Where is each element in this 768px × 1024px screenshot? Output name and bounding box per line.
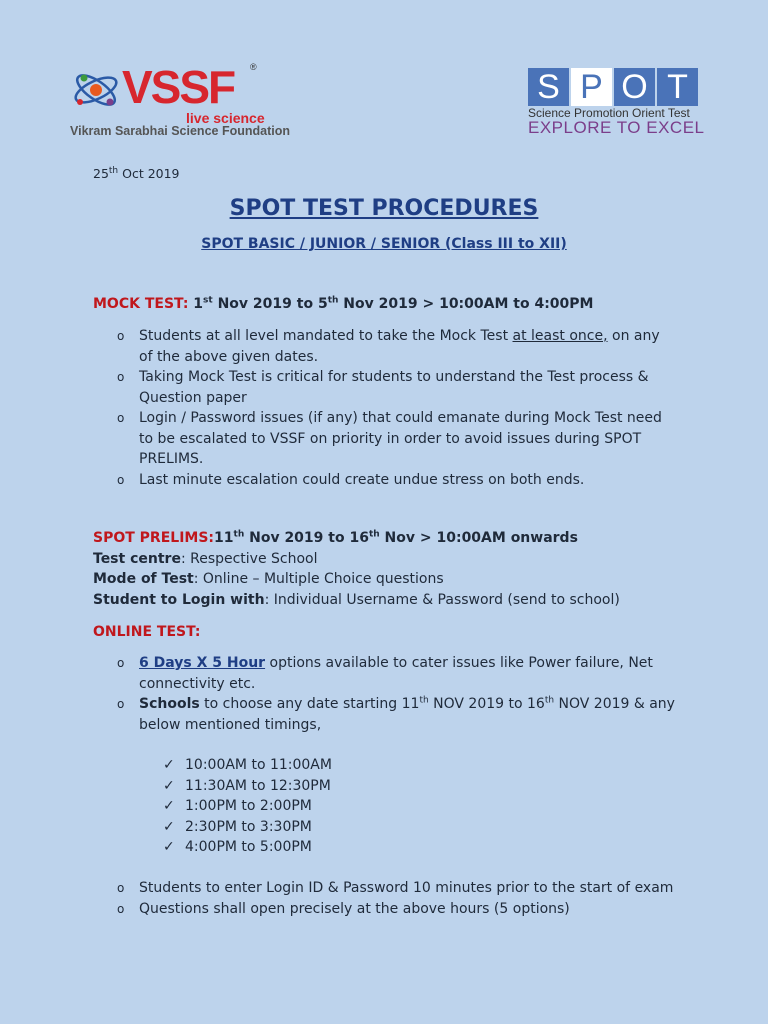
mode-of-test-value: : Online – Multiple Choice questions [193, 571, 444, 587]
prelims-colon: : [208, 530, 215, 546]
final-bullet-1: Students to enter Login ID & Password 10 minutes prior to the start of exam [139, 880, 674, 896]
test-centre-line [93, 551, 318, 567]
list-item-continuation [117, 715, 675, 736]
timings-list [163, 755, 332, 858]
list-item-continuation [117, 429, 662, 450]
login-with-value: : Individual Username & Password (send to school) [264, 592, 620, 608]
login-with-line [93, 592, 620, 608]
online-test-heading: ONLINE TEST: [93, 624, 201, 640]
check-icon: ✓ [163, 757, 175, 773]
mode-of-test-label: Mode of Test [93, 571, 194, 587]
document-date [93, 166, 180, 181]
mock-test-heading [93, 296, 593, 312]
list-item-continuation [117, 674, 675, 695]
mock-bullet-3-cont: to be escalated to VSSF on priority in order to avoid issues during SPOT [139, 430, 642, 447]
check-icon: ✓ [163, 798, 175, 815]
spot-letter-o: O [614, 68, 655, 106]
list-item [117, 326, 662, 347]
bullet-icon: o [117, 881, 125, 895]
online-bullet-1-emphasis: 6 Days X 5 Hour [139, 655, 266, 671]
timing-1: 10:00AM to 11:00AM [185, 757, 332, 773]
mock-bullet-3: Login / Password issues (if any) that could emanate during Mock Test need [139, 410, 662, 426]
online-bullet-1-cont: connectivity etc. [139, 675, 256, 692]
mock-test-colon: : [182, 296, 189, 312]
list-item [117, 899, 673, 920]
spot-logo [528, 68, 708, 140]
timing-item [163, 796, 332, 817]
test-centre-label: Test centre [93, 551, 181, 567]
atom-icon [70, 66, 124, 116]
mock-date-2: Nov 2019 to 5 [212, 296, 328, 312]
mock-date-1: 1 [188, 296, 204, 312]
mock-bullet-1a: Students at all level mandated to take the Mock Test [139, 328, 513, 344]
bullet-icon: o [117, 370, 125, 384]
prelims-date-2: Nov 2019 to 16 [244, 530, 369, 546]
spot-letter-t: T [657, 68, 698, 106]
registered-mark: ® [250, 62, 257, 72]
mock-date-3: Nov 2019 > 10:00AM to 4:00PM [338, 296, 594, 312]
online-test-list [117, 653, 675, 735]
prelims-sup-2: th [368, 529, 380, 540]
bullet-icon: o [117, 656, 125, 670]
spot-letter-s: S [528, 68, 569, 106]
mock-bullet-2: Taking Mock Test is critical for students to understand the Test process & [139, 369, 649, 385]
spot-tagline: EXPLORE TO EXCEL [528, 118, 705, 137]
mock-sup-2: th [327, 295, 339, 306]
list-item [117, 694, 675, 715]
prelims-date-3: Nov > 10:00AM onwards [379, 530, 578, 546]
mock-bullet-3-cont2: PRELIMS. [139, 451, 204, 467]
vssf-foundation-name: Vikram Sarabhai Science Foundation [70, 124, 290, 138]
online-bullet-2b: NOV 2019 to 16 [428, 696, 545, 712]
bullet-icon: o [117, 901, 125, 916]
list-item [117, 470, 662, 491]
bullet-icon: o [117, 329, 125, 343]
bullet-icon: o [117, 697, 125, 711]
vssf-logo [70, 61, 290, 142]
check-icon: ✓ [163, 818, 175, 835]
mock-bullet-1-underline: at least once, [512, 328, 608, 344]
check-icon: ✓ [163, 777, 175, 794]
list-item [117, 653, 675, 674]
date-day: 25 [93, 166, 109, 181]
timing-item [163, 817, 332, 838]
mock-bullet-4: Last minute escalation could create undue stress on both ends. [139, 471, 585, 488]
timing-3: 1:00PM to 2:00PM [185, 798, 312, 815]
final-instructions-list [117, 878, 673, 919]
spot-letter-p: P [571, 68, 612, 106]
date-sup: th [108, 165, 119, 176]
login-with-label: Student to Login with [93, 592, 265, 608]
prelims-sup-1: th [233, 529, 245, 540]
online-bullet-2-sup1: th [419, 695, 429, 706]
check-icon: ✓ [163, 839, 175, 856]
online-bullet-2-sup2: th [544, 695, 555, 706]
prelims-heading [93, 530, 578, 546]
spot-subtitle: Science Promotion Orient Test [528, 106, 690, 120]
mock-bullet-1b: on any [607, 328, 660, 344]
mode-of-test-line [93, 571, 444, 587]
date-rest: Oct 2019 [118, 166, 180, 181]
mock-sup-1: st [203, 295, 213, 306]
online-bullet-2a: to choose any date starting 11 [199, 696, 420, 712]
mock-bullet-2-cont: Question paper [139, 389, 247, 406]
online-bullet-2-cont: below mentioned timings, [139, 716, 322, 733]
list-item [117, 878, 673, 899]
timing-2: 11:30AM to 12:30PM [185, 777, 331, 794]
page-title: SPOT TEST PROCEDURES [229, 196, 539, 221]
bullet-icon: o [117, 411, 125, 425]
list-item [117, 408, 662, 429]
timing-item [163, 755, 332, 776]
timing-4: 2:30PM to 3:30PM [185, 818, 312, 835]
timing-item [163, 837, 332, 858]
mock-test-label: MOCK TEST [93, 296, 183, 312]
bullet-icon: o [117, 472, 125, 487]
list-item [117, 367, 662, 388]
online-bullet-2c: NOV 2019 & any [554, 696, 675, 712]
online-bullet-2-emphasis: Schools [139, 696, 200, 712]
timing-5: 4:00PM to 5:00PM [185, 839, 312, 856]
prelims-date-1: 11 [214, 530, 234, 546]
vssf-tagline: live science [186, 110, 265, 126]
page-subtitle: SPOT BASIC / JUNIOR / SENIOR (Class III to XII) [201, 236, 567, 252]
final-bullet-2: Questions shall open precisely at the above hours (5 options) [139, 900, 570, 917]
test-centre-value: : Respective School [180, 551, 318, 567]
mock-test-list [117, 326, 662, 490]
prelims-label: SPOT PRELIMS [93, 530, 209, 546]
list-item-continuation [117, 347, 662, 368]
vssf-wordmark: VSSF [122, 61, 235, 113]
timing-item [163, 776, 332, 797]
list-item-continuation [117, 449, 662, 470]
mock-bullet-1-cont: of the above given dates. [139, 348, 319, 365]
online-bullet-1: options available to cater issues like Power failure, Net [265, 655, 653, 671]
list-item-continuation [117, 388, 662, 409]
